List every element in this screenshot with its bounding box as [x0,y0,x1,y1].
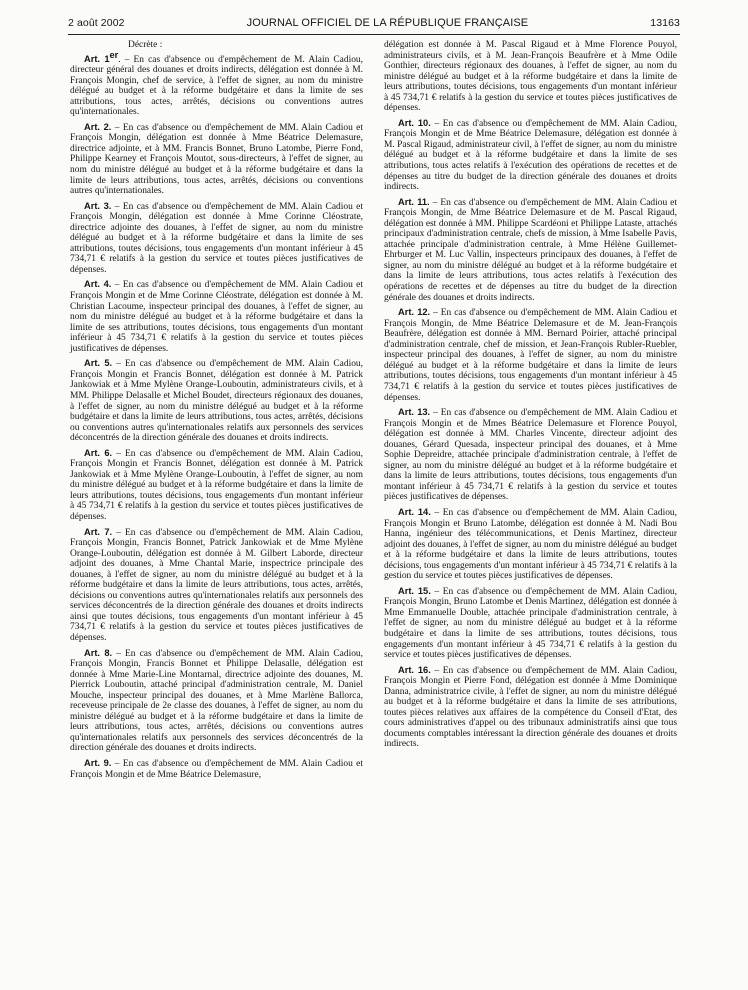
article-text: – En cas d'absence ou d'empêchement de MM. Alain Cadiou, François Mongin et Francis Bonnet, délégation est donnée à M. Patrick Jankowiak et à Mme Mylène Orange-Louboutin, à l'effet de signer, au nom du ministre délégué au budget et à la réforme budgétaire et dans la limite de leurs attributions, toutes décisions, tous engagements d'un montant inférieur à 45 734,71 € relatifs à la gestion du service et toutes pièces justificatives de dépenses. [70,448,363,522]
article-paragraph [70,527,363,644]
article-label: Art. 15. [398,585,431,596]
article-paragraph [384,118,677,193]
article-label: Art. 4. [84,279,112,290]
decrete-heading: Décrète : [128,40,163,50]
article-label-superscript: er [109,49,119,60]
article-paragraph [70,448,363,523]
article-paragraph [70,122,363,197]
article-text: – En cas d'absence ou d'empêchement de MM. Alain Cadiou et François Mongin, délégation est donnée à Mme Corinne Cléostrate, directrice adjointe des douanes, à l'effet de signer, au nom du ministre délégué au budget et à la réforme budgétaire et dans la limite de ses attributions, toutes décisions, tous engagements d'un montant inférieur à 45 734,71 € relatifs à la gestion du service et toutes pièces justificatives de dépenses. [70,201,363,275]
article-paragraph [384,586,677,661]
header-date: 2 août 2002 [68,17,125,29]
article-label: Art. 2. [84,121,112,132]
article-paragraph [70,648,363,754]
left-article-list [70,49,364,781]
article-text: – En cas d'absence ou d'empêchement de MM. Alain Cadiou, François Mongin, Francis Bonnet, Patrick Jankowiak et de Mme Mylène Orange-Louboutin, délégation est donnée à M. Gilbert Laborde, directeur adjoint des douanes, à Mme Chantal Marie, inspectrice principale des douanes, à l'effet de signer, au nom du ministre délégué au budget et à la réforme budgétaire et dans la limite de leurs attributions, tous actes, arrêtés, décisions ou conventions autres qu'internationales relatifs aux personnels des services déconcentrés de la direction générale des douanes et droits indirects ainsi que toutes décisions, tous engagements d'un montant inférieur à 45 734,71 € relatifs à la gestion du service et toutes pièces justificatives de dépenses. [70,527,363,643]
article-label: Art. 7. [84,526,113,537]
article-label: Art. 6. [84,447,113,458]
article-text: – En cas d'absence ou d'empêchement de MM. Alain Cadiou, François Mongin, Francis Bonnet et Philippe Delasalle, délégation est donnée à Mme Marie-Line Montarnal, directrice adjointe des douanes, M. Pierrick Louboutin, attaché principal d'administration centrale, M. Daniel Mouche, inspecteur principal des douanes, et à Mme Marlène Ballorca, receveuse principale de 2e classe des douanes, à l'effet de signer, au nom du ministre délégué au budget et à la réforme budgétaire et dans la limite de leurs attributions, tous actes, arrêtés, décisions ou conventions autres qu'internationales relatifs aux personnels des services déconcentrés de la direction générale des douanes et droits indirects. [70,648,363,754]
article-paragraph [384,197,677,303]
article-paragraph [384,407,677,503]
article-text: – En cas d'absence ou d'empêchement de MM. Alain Cadiou et François Mongin et de Mme Corinne Cléostrate, délégation est donnée à M. Christian Lacoume, inspecteur principal des douanes, à l'effet de signer, au nom du ministre délégué au budget et à la réforme budgétaire et dans la limite de ses attributions, toutes décisions, tous engagements d'un montant inférieur à 45 734,71 € relatifs à la gestion du service et toutes pièces justificatives de dépenses. [70,280,363,354]
article-label: Art. 11. [398,196,430,207]
article-paragraph [384,307,677,403]
article-text: – En cas d'absence ou d'empêchement de MM. Alain Cadiou, François Mongin et Francis Bonnet, délégation est donnée à M. Patrick Jankowiak et à Mme Mylène Orange-Louboutin, administrateurs civils, et à MM. Philippe Delasalle et Michel Boudet, directeurs régionaux des douanes, à l'effet de signer, au nom du ministre délégué au budget et à la réforme budgétaire et dans la limite de leurs attributions, tous actes, arrêtés, décisions ou conventions autres qu'internationales relatifs aux personnels des services déconcentrés de la direction générale des douanes et droits indirects. [70,359,363,444]
article-paragraph [70,758,363,780]
header-page-number: 13163 [650,17,680,29]
left-column [70,40,363,784]
article-continuation: délégation est donnée à M. Pascal Rigaud et à Mme Florence Pouyol, administrateurs civils, et à M. Jean-François Beaufrère et à Mme Odile Gonthier, directeurs régionaux des douanes, à l'effet de signer, au nom du ministre délégué au budget et à la réforme budgétaire et dans la limite de leurs attributions, toutes décisions, tous engagements d'un montant inférieur à 45 734,71 € relatifs à la gestion du service et toutes pièces justificatives de dépenses. [384,40,677,114]
article-text: – En cas d'absence ou d'empêchement de MM. Alain Cadiou et François Mongin et de Mmes Béatrice Delemasure et Florence Pouyol, délégation est donnée à MM. Charles Vincente, directeur adjoint des douanes, Gérard Quesada, inspecteur principal des douanes, et à Mme Sophie Depreidre, attachée principale d'administration centrale, à l'effet de signer, au nom du ministre délégué au budget et à la réforme budgétaire et dans la limite de leurs attributions, toutes décisions, tous engagements d'un montant inférieur à 45 734,71 € relatifs à la gestion du service et toutes pièces justificatives de dépenses. [384,408,677,503]
article-paragraph [384,665,677,750]
article-text: – En cas d'absence ou d'empêchement de MM. Alain Cadiou, François Mongin et Bruno Latombe, délégation est donnée à M. Nadi Bou Hanna, ingénieur des télécommunications, et Denis Martinez, directeur adjoint des douanes, à l'effet de signer, au nom du ministre délégué au budget et à la réforme budgétaire et dans la limite de leurs attributions, toutes décisions, tous engagements d'un montant inférieur à 45 734,71 € relatifs à la gestion du service et toutes pièces justificatives de dépenses. [384,507,677,582]
article-label: Art. 9. [84,758,112,768]
article-paragraph [70,49,364,118]
article-paragraph [70,201,363,276]
article-text: . – En cas d'absence ou d'empêchement de M. Alain Cadiou, directeur général des douanes et droits indirects, délégation est donnée à M. François Mongin, chef de service, à l'effet de signer, au nom du ministre délégué au budget et à la réforme budgétaire et dans la limite de ses attributions, tous actes, arrêtés, décisions ou conventions autres qu'internationales. [70,54,364,118]
article-label: Art. 3. [84,200,112,211]
article-text: – En cas d'absence ou d'empêchement de MM. Alain Cadiou et François Mongin, de Mme Béatrice Delemasure et de M. Pascal Rigaud, délégation est donnée à MM. Philippe Scardéoni et Philippe Lataste, attachés principaux d'administration centrale, chefs de mission, à Mme Isabelle Pavis, attachée principale d'administration centrale, à Mme Hélène Guillemet-Ehrburger et M. Luc Vallin, inspecteurs principaux des douanes, à l'effet de signer, au nom du ministre délégué au budget et à la réforme budgétaire et dans la limite de leurs attributions, tous actes relatifs à l'exécution des opérations de recettes et de dépenses au titre du budget de la direction générale des douanes et droits indirects. [384,197,677,303]
article-text: – En cas d'absence ou d'empêchement de MM. Alain Cadiou, François Mongin et Pierre Fond, délégation est donnée à Mme Dominique Danna, administratrice civile, à l'effet de signer, au nom du ministre délégué au budget et à la réforme budgétaire et dans la limite de ses attributions, toutes pièces relatives aux affaires de la compétence du Conseil d'Etat, des cours administratives d'appel ou des tribunaux administratifs ainsi que tous documents comptables intéressant la direction générale des douanes et droits indirects. [384,665,677,750]
article-text: – En cas d'absence ou d'empêchement de MM. Alain Cadiou et François Mongin, délégation est donnée à Mme Béatrice Delemasure, directrice adjointe, et à MM. Francis Bonnet, Bruno Latombe, Pierre Fond, Philippe Kearney et François Moutot, sous-directeurs, à l'effet de signer, au nom du ministre délégué au budget et à la réforme budgétaire et dans la limite de leurs attributions, tous actes, arrêtés, décisions ou conventions autres qu'internationales. [70,122,363,197]
article-text: – En cas d'absence ou d'empêchement de MM. Alain Cadiou et François Mongin, de Mme Béatrice Delemasure et de M. Jean-François Beaufrère, délégation est donnée à MM. Bernard Poirier, attaché principal d'administration centrale, chef de mission, et Jean-François Rubler-Ruebler, inspecteur principal des douanes, à l'effet de signer, au nom du ministre délégué au budget et à la réforme budgétaire et dans la limite de leurs attributions, toutes décisions, tous engagements d'un montant inférieur à 45 734,71 € relatifs à la gestion du service et toutes pièces justificatives de dépenses. [384,308,677,403]
article-text: – En cas d'absence ou d'empêchement de MM. Alain Cadiou, François Mongin et de Mme Béatrice Delemasure, délégation est donnée à M. Pascal Rigaud, administrateur civil, à l'effet de signer, au nom du ministre délégué au budget et à la réforme budgétaire et dans la limite de ses attributions, tous actes relatifs à l'exécution des opérations de recettes et de dépenses au titre du budget de la direction générale des douanes et droits indirects. [384,118,677,193]
article-text: – En cas d'absence ou d'empêchement de MM. Alain Cadiou et François Mongin et de Mme Béatrice Delemasure, [70,759,363,780]
article-paragraph [384,507,677,582]
article-label: Art. 12. [398,307,431,318]
article-label: Art. 10. [398,117,431,128]
article-label: Art. 13. [398,407,431,418]
right-column [384,40,677,754]
page-header [68,15,680,31]
header-title: JOURNAL OFFICIEL DE LA RÉPUBLIQUE FRANÇAISE [246,17,529,29]
right-article-list [384,118,677,750]
article-text: – En cas d'absence ou d'empêchement de MM. Alain Cadiou, François Mongin, Bruno Latombe et Denis Martinez, délégation est donnée à Mme Emmanuelle Double, attachée principale d'administration centrale, à l'effet de signer, au nom du ministre délégué au budget et à la réforme budgétaire et dans la limite de ses attributions, toutes décisions, tous engagements d'un montant inférieur à 45 734,71 € relatifs à la gestion du service et toutes pièces justificatives de dépenses. [384,586,677,661]
article-label: Art. 14. [398,506,431,517]
header-rule [68,34,680,35]
article-label: Art. 8. [84,647,113,658]
article-label: Art. 1 [84,53,110,64]
article-paragraph [70,279,363,354]
article-label: Art. 5. [84,358,113,369]
article-label: Art. 16. [398,664,431,675]
article-paragraph [70,358,363,443]
